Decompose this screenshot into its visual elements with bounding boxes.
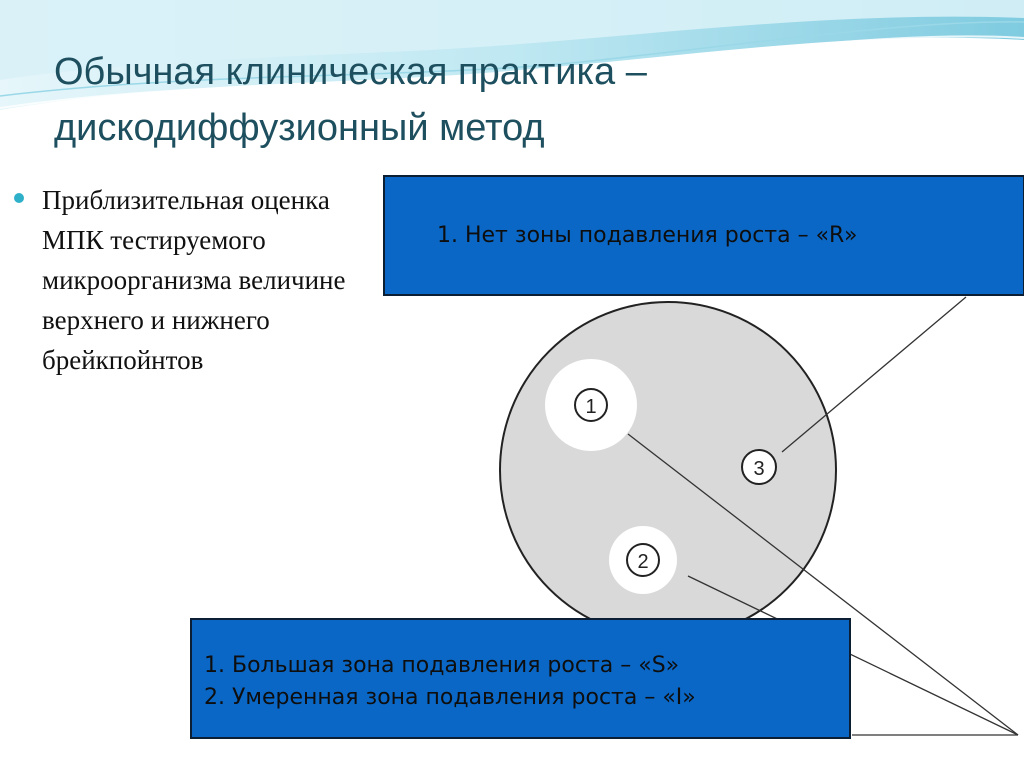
agar-plate: [500, 302, 836, 638]
resistant-label: 1. Нет зоны подавления роста – «R»: [437, 223, 858, 248]
disc-2-label: 2: [637, 551, 649, 573]
result-box-sensitive-intermediate: [190, 618, 851, 739]
disc-3-label: 3: [753, 458, 765, 480]
leader-line-disc-3: [782, 297, 966, 452]
sensitive-label: 1. Большая зона подавления роста – «S»: [204, 653, 680, 678]
bullet-text: Приблизительная оценка МПК тестируемого микроорганизма величине верхнего и нижнего брейкпойнтов: [42, 185, 346, 375]
intermediate-label: 2. Умеренная зона подавления роста – «I»: [204, 685, 696, 710]
disc-1-label: 1: [585, 396, 597, 418]
slide-title: Обычная клиническая практика – дискодиффузионный метод: [54, 51, 647, 149]
result-box-resistant: [383, 175, 1024, 296]
